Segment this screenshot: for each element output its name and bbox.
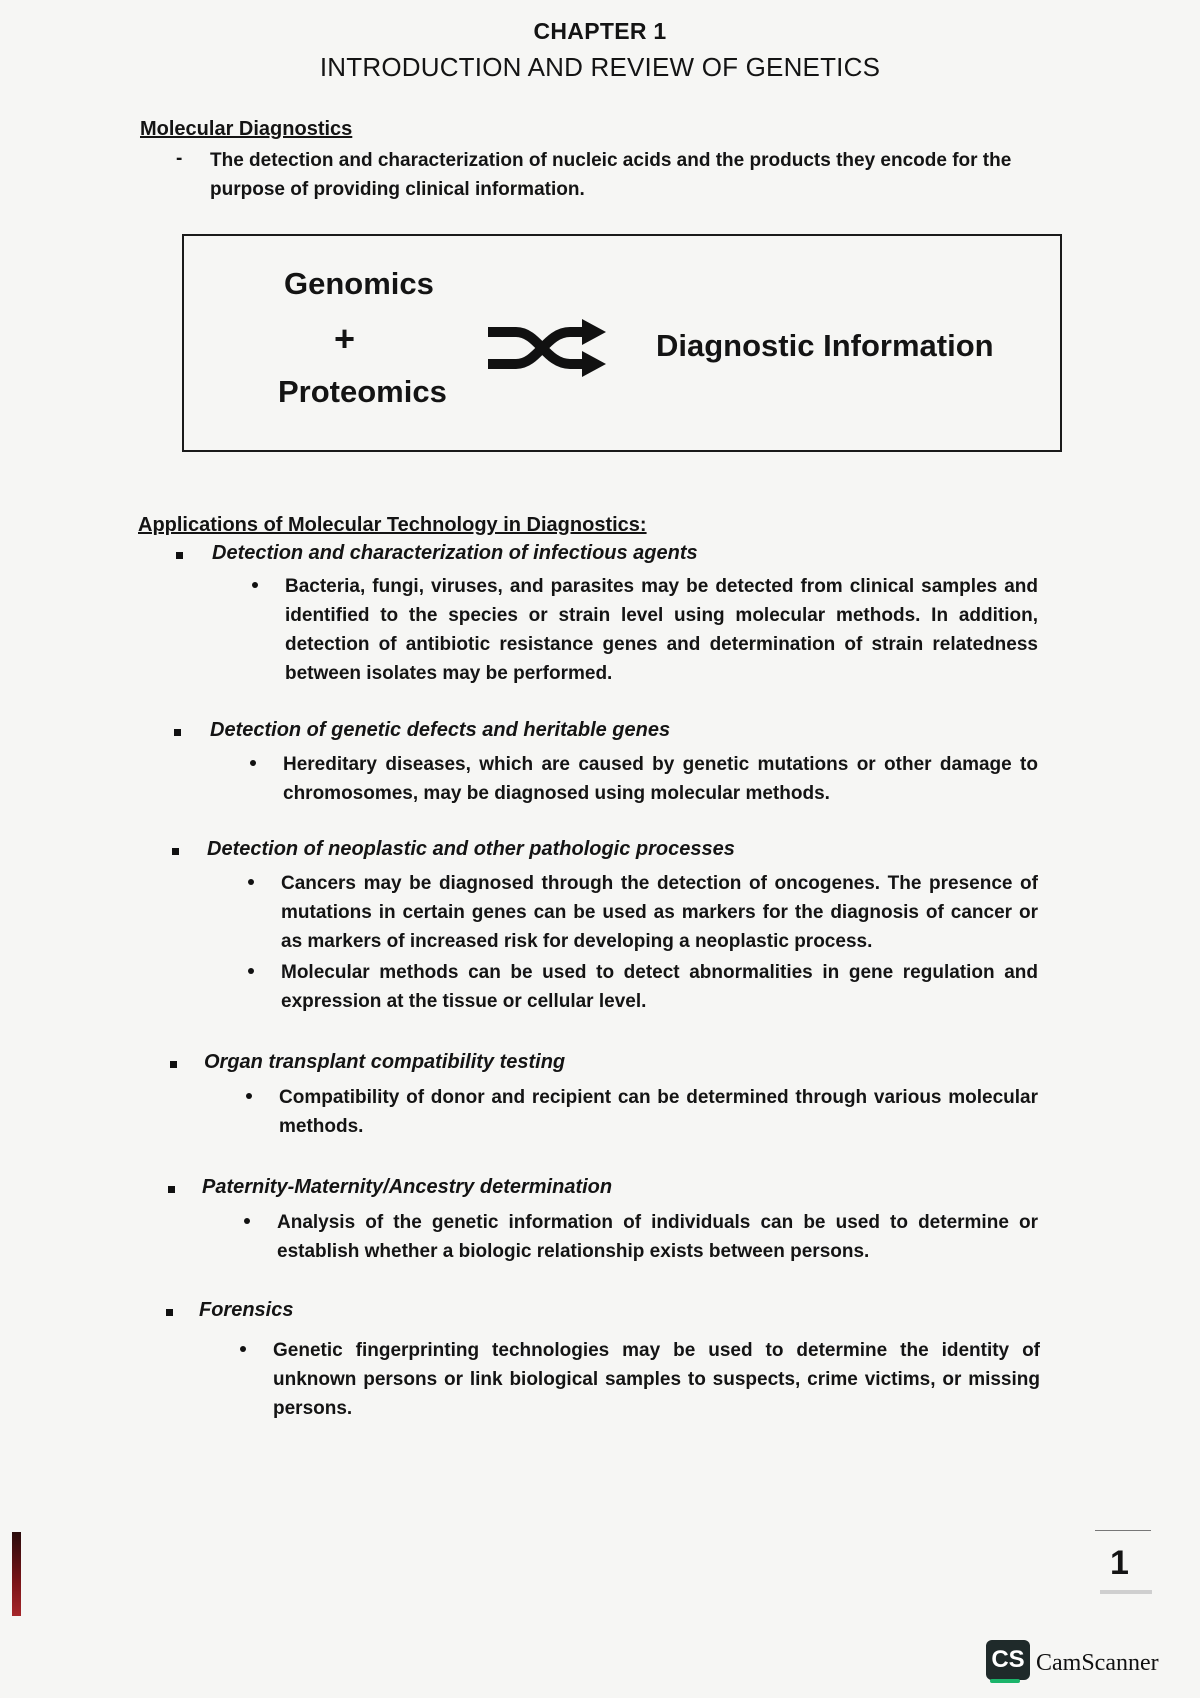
square-bullet-icon (168, 1186, 175, 1193)
square-bullet-icon (176, 552, 183, 559)
dot-bullet-icon (244, 1218, 250, 1224)
dot-bullet-icon (248, 879, 254, 885)
application-point: Molecular methods can be used to detect abnormalities in gene regulation and expression at the tissue or cellular level. (281, 962, 1038, 1012)
dash-bullet: - (176, 148, 183, 169)
dot-bullet-icon (252, 582, 258, 588)
application-title: Detection and characterization of infectious agents (212, 542, 698, 564)
camscanner-logo-icon: CS (986, 1640, 1030, 1680)
application-title: Forensics (199, 1299, 294, 1321)
page-number: 1 (1110, 1544, 1129, 1582)
diagram-diagnostic-information: Diagnostic Information (656, 328, 994, 363)
square-bullet-icon (174, 729, 181, 736)
square-bullet-icon (166, 1309, 173, 1316)
chapter-label: CHAPTER 1 (533, 18, 667, 44)
molecular-diagnostics-heading: Molecular Diagnostics (140, 118, 353, 140)
page-number-smudge (1100, 1590, 1152, 1594)
diagram-genomics-label: Genomics (284, 266, 434, 301)
diagram-proteomics-label: Proteomics (278, 374, 447, 409)
application-point: Bacteria, fungi, viruses, and parasites may be detected from clinical samples and identified to the species or strain level using molecular methods. In addition, detection of antibiotic resistance genes and determination of strain relatedness between isolates may be performed. (285, 576, 1038, 684)
application-point: Analysis of the genetic information of individuals can be used to determine or establish whether a biologic relationship exists between persons. (277, 1212, 1038, 1262)
molecular-diagnostics-definition: The detection and characterization of nucleic acids and the products they encode for the purpose of providing clinical information. (210, 150, 1012, 200)
square-bullet-icon (170, 1061, 177, 1068)
page-edge-mark (12, 1532, 21, 1616)
dot-bullet-icon (248, 968, 254, 974)
dot-bullet-icon (250, 760, 256, 766)
dot-bullet-icon (240, 1346, 246, 1352)
application-title: Detection of genetic defects and heritable genes (210, 719, 671, 741)
shuffle-arrows-icon (486, 318, 608, 378)
square-bullet-icon (172, 848, 179, 855)
application-point: Hereditary diseases, which are caused by genetic mutations or other damage to chromosomes, may be diagnosed using molecular methods. (283, 754, 1038, 804)
chapter-title: INTRODUCTION AND REVIEW OF GENETICS (319, 52, 881, 82)
application-point: Compatibility of donor and recipient can be determined through various molecular methods. (279, 1087, 1038, 1137)
application-title: Detection of neoplastic and other pathologic processes (207, 838, 735, 860)
diagram-plus-sign: + (334, 318, 356, 359)
genomics-proteomics-diagram (182, 234, 1062, 452)
dot-bullet-icon (246, 1093, 252, 1099)
application-title: Paternity-Maternity/Ancestry determination (202, 1176, 613, 1198)
camscanner-watermark: CamScanner (1036, 1650, 1159, 1676)
application-point: Cancers may be diagnosed through the detection of oncogenes. The presence of mutations in certain genes can be used as markers for the diagnosis of cancer or as markers of increased risk for developing a neoplastic process. (281, 873, 1038, 952)
page-number-rule (1095, 1530, 1151, 1531)
applications-heading: Applications of Molecular Technology in Diagnostics: (138, 514, 647, 536)
application-point: Genetic fingerprinting technologies may be used to determine the identity of unknown persons or link biological samples to suspects, crime victims, or missing persons. (273, 1340, 1040, 1419)
application-title: Organ transplant compatibility testing (204, 1051, 566, 1073)
